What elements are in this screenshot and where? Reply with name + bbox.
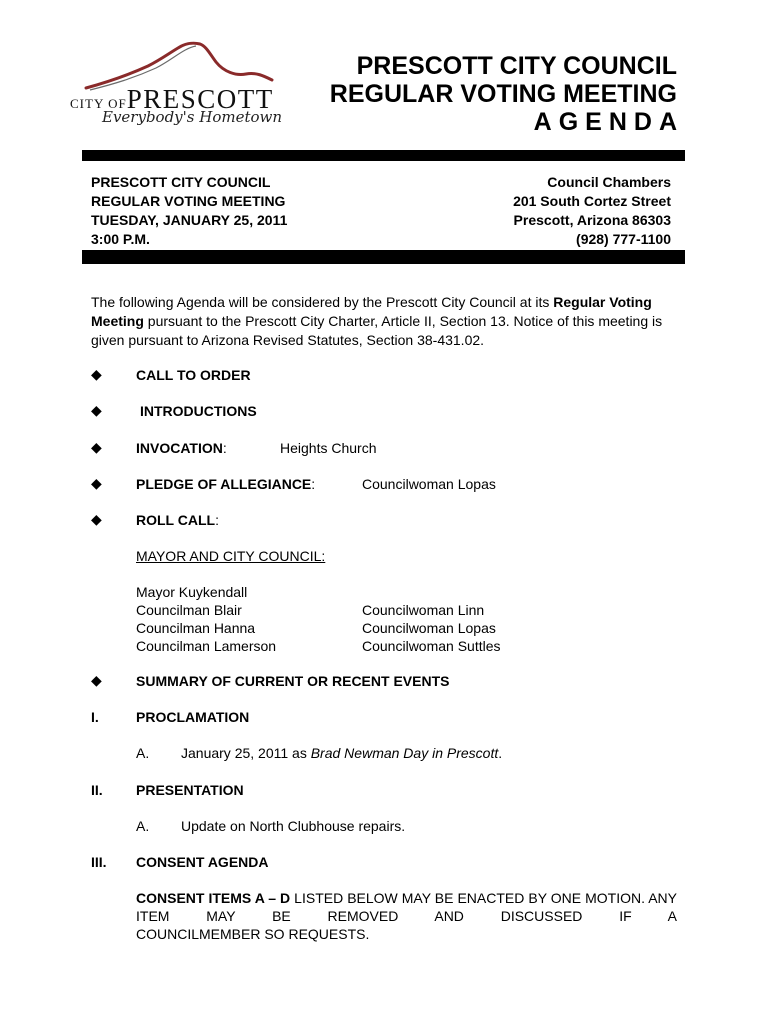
roster-member: Councilman Lamerson xyxy=(136,638,277,654)
page-title xyxy=(329,52,684,136)
logo-wordmark: CITY OFPRESCOTT xyxy=(70,84,274,114)
meeting-info-line: 3:00 P.M. xyxy=(91,231,150,247)
bullet-icon: ◆ xyxy=(91,475,102,491)
section-number: II. xyxy=(91,782,103,798)
section-number: III. xyxy=(91,854,107,870)
invocation: INVOCATION: xyxy=(136,440,227,456)
bottom-divider xyxy=(82,250,685,264)
bullet-icon: ◆ xyxy=(91,439,102,455)
roster-right xyxy=(362,601,501,655)
roster-member: Mayor Kuykendall xyxy=(136,584,248,600)
section-number: I. xyxy=(91,709,99,725)
section-title-proclamation: PROCLAMATION xyxy=(136,709,250,725)
section-title-consent: CONSENT AGENDA xyxy=(136,854,269,870)
item-letter: A. xyxy=(136,745,150,761)
introductions: INTRODUCTIONS xyxy=(140,403,257,419)
call-to-order: CALL TO ORDER xyxy=(136,367,251,383)
location-line: (928) 777-1100 xyxy=(576,231,671,247)
title-line-2: REGULAR VOTING MEETING xyxy=(329,80,677,108)
roster-member: Councilman Hanna xyxy=(136,620,256,636)
bullet-icon: ◆ xyxy=(91,672,102,688)
consent-paragraph: CONSENT ITEMS A – D LISTED BELOW MAY BE ENACTED BY ONE MOTION. ANY ITEM MAY BE REMOVED AND DISCUSSED IF A xyxy=(136,890,677,924)
bullet-icon: ◆ xyxy=(91,402,102,418)
title-line-3: AGENDA xyxy=(533,108,684,136)
meeting-info-line: REGULAR VOTING MEETING xyxy=(91,193,286,209)
location-line: Prescott, Arizona 86303 xyxy=(513,212,671,228)
pledge: PLEDGE OF ALLEGIANCE: xyxy=(136,476,316,492)
section-title-presentation: PRESENTATION xyxy=(136,782,244,798)
pledge-value: Councilwoman Lopas xyxy=(362,476,496,492)
logo-tagline: Everybody's Hometown xyxy=(102,108,283,126)
title-line-1: PRESCOTT CITY COUNCIL xyxy=(356,52,677,80)
city-logo xyxy=(68,36,298,136)
roster-member: Councilwoman Suttles xyxy=(362,638,501,654)
roster-left xyxy=(136,583,276,655)
consent-paragraph-end: COUNCILMEMBER SO REQUESTS. xyxy=(136,926,370,942)
proclamation-item: January 25, 2011 as Brad Newman Day in Prescott. xyxy=(181,745,503,761)
meeting-info xyxy=(91,173,287,249)
location-info xyxy=(513,173,671,249)
item-letter: A. xyxy=(136,818,150,834)
summary-events: SUMMARY OF CURRENT OR RECENT EVENTS xyxy=(136,673,450,689)
location-line: 201 South Cortez Street xyxy=(513,193,671,209)
roster-member: Councilwoman Linn xyxy=(362,602,485,618)
location-line: Council Chambers xyxy=(547,174,671,190)
top-divider xyxy=(82,150,685,161)
bullet-icon: ◆ xyxy=(91,511,102,527)
meeting-info-line: TUESDAY, JANUARY 25, 2011 xyxy=(91,212,288,228)
roll-call: ROLL CALL: xyxy=(136,512,219,528)
invocation-value: Heights Church xyxy=(280,440,377,456)
presentation-item: Update on North Clubhouse repairs. xyxy=(181,818,406,834)
meeting-info-line: PRESCOTT CITY COUNCIL xyxy=(91,174,271,190)
roster-member: Councilwoman Lopas xyxy=(362,620,496,636)
intro-paragraph: The following Agenda will be considered by the Prescott City Council at its Regular Voting Meeting pursuant to the Prescott City Charter, Article II, Section 13. Notice of this meeting is given pursuant to Arizona Revised Statutes, Section 38-431.02. xyxy=(91,294,663,348)
council-heading: MAYOR AND CITY COUNCIL: xyxy=(136,548,326,564)
bullet-icon: ◆ xyxy=(91,366,102,382)
roster-member: Councilman Blair xyxy=(136,602,242,618)
